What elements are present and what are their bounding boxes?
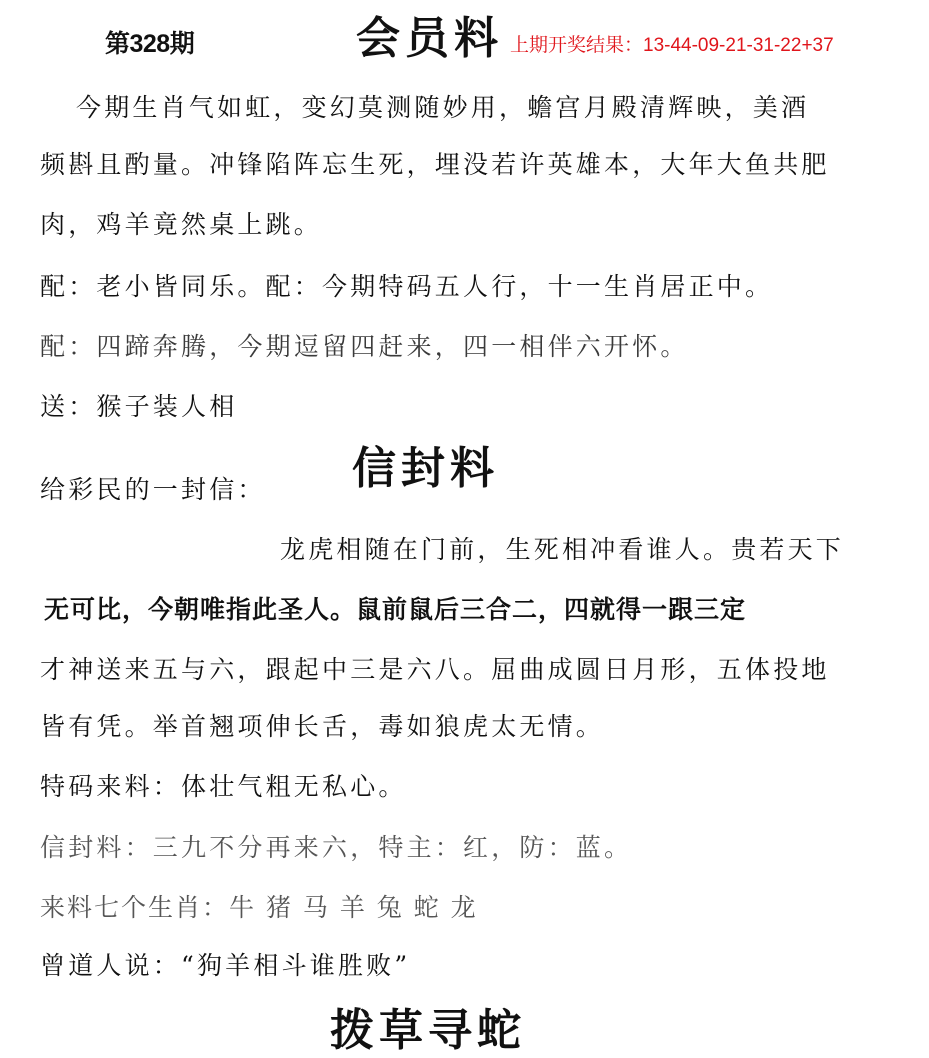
envelope-line: 信封料：三九不分再来六，特主：红，防：蓝。 [40, 833, 633, 862]
page-title: 会员料 [356, 13, 503, 64]
poem-line-2: 频斟且酌量。冲锋陷阵忘生死，埋没若许英雄本，大年大鱼共肥 [40, 150, 830, 179]
pei-line-1: 配：老小皆同乐。配：今期特码五人行，十一生肖居正中。 [40, 272, 774, 301]
letter-line-2: 无可比，今朝唯指此圣人。鼠前鼠后三合二，四就得一跟三定 [44, 595, 747, 624]
last-draw-result: 上期开奖结果：13-44-09-21-31-22+37 [510, 35, 834, 56]
daoist-line: 曾道人说：“狗羊相斗谁胜败” [40, 951, 411, 980]
letter-heading: 信封料 [352, 443, 499, 494]
letter-line-4: 皆有凭。举首翘项伸长舌，毒如狼虎太无情。 [40, 712, 605, 741]
letter-line-3: 才神送来五与六，跟起中三是六八。屈曲成圆日月形，五体投地 [40, 655, 830, 684]
issue-number: 第328期 [105, 30, 195, 58]
poem-line-1: 今期生肖气如虹，变幻莫测随妙用，蟾宫月殿清辉映，美酒 [76, 93, 810, 122]
letter-salutation: 给彩民的一封信： [40, 475, 266, 504]
pei-line-2: 配：四蹄奔腾，今期逗留四赶来，四一相伴六开怀。 [40, 332, 689, 361]
footer-heading: 拨草寻蛇 [330, 1005, 526, 1056]
special-code-line: 特码来料：体壮气粗无私心。 [40, 772, 407, 801]
seven-zodiacs-line: 来料七个生肖：牛 猪 马 羊 兔 蛇 龙 [40, 893, 478, 922]
song-line: 送：猴子装人相 [40, 392, 238, 421]
poem-line-3: 肉，鸡羊竟然桌上跳。 [40, 210, 323, 239]
letter-line-1: 龙虎相随在门前，生死相冲看谁人。贵若天下 [280, 535, 845, 564]
